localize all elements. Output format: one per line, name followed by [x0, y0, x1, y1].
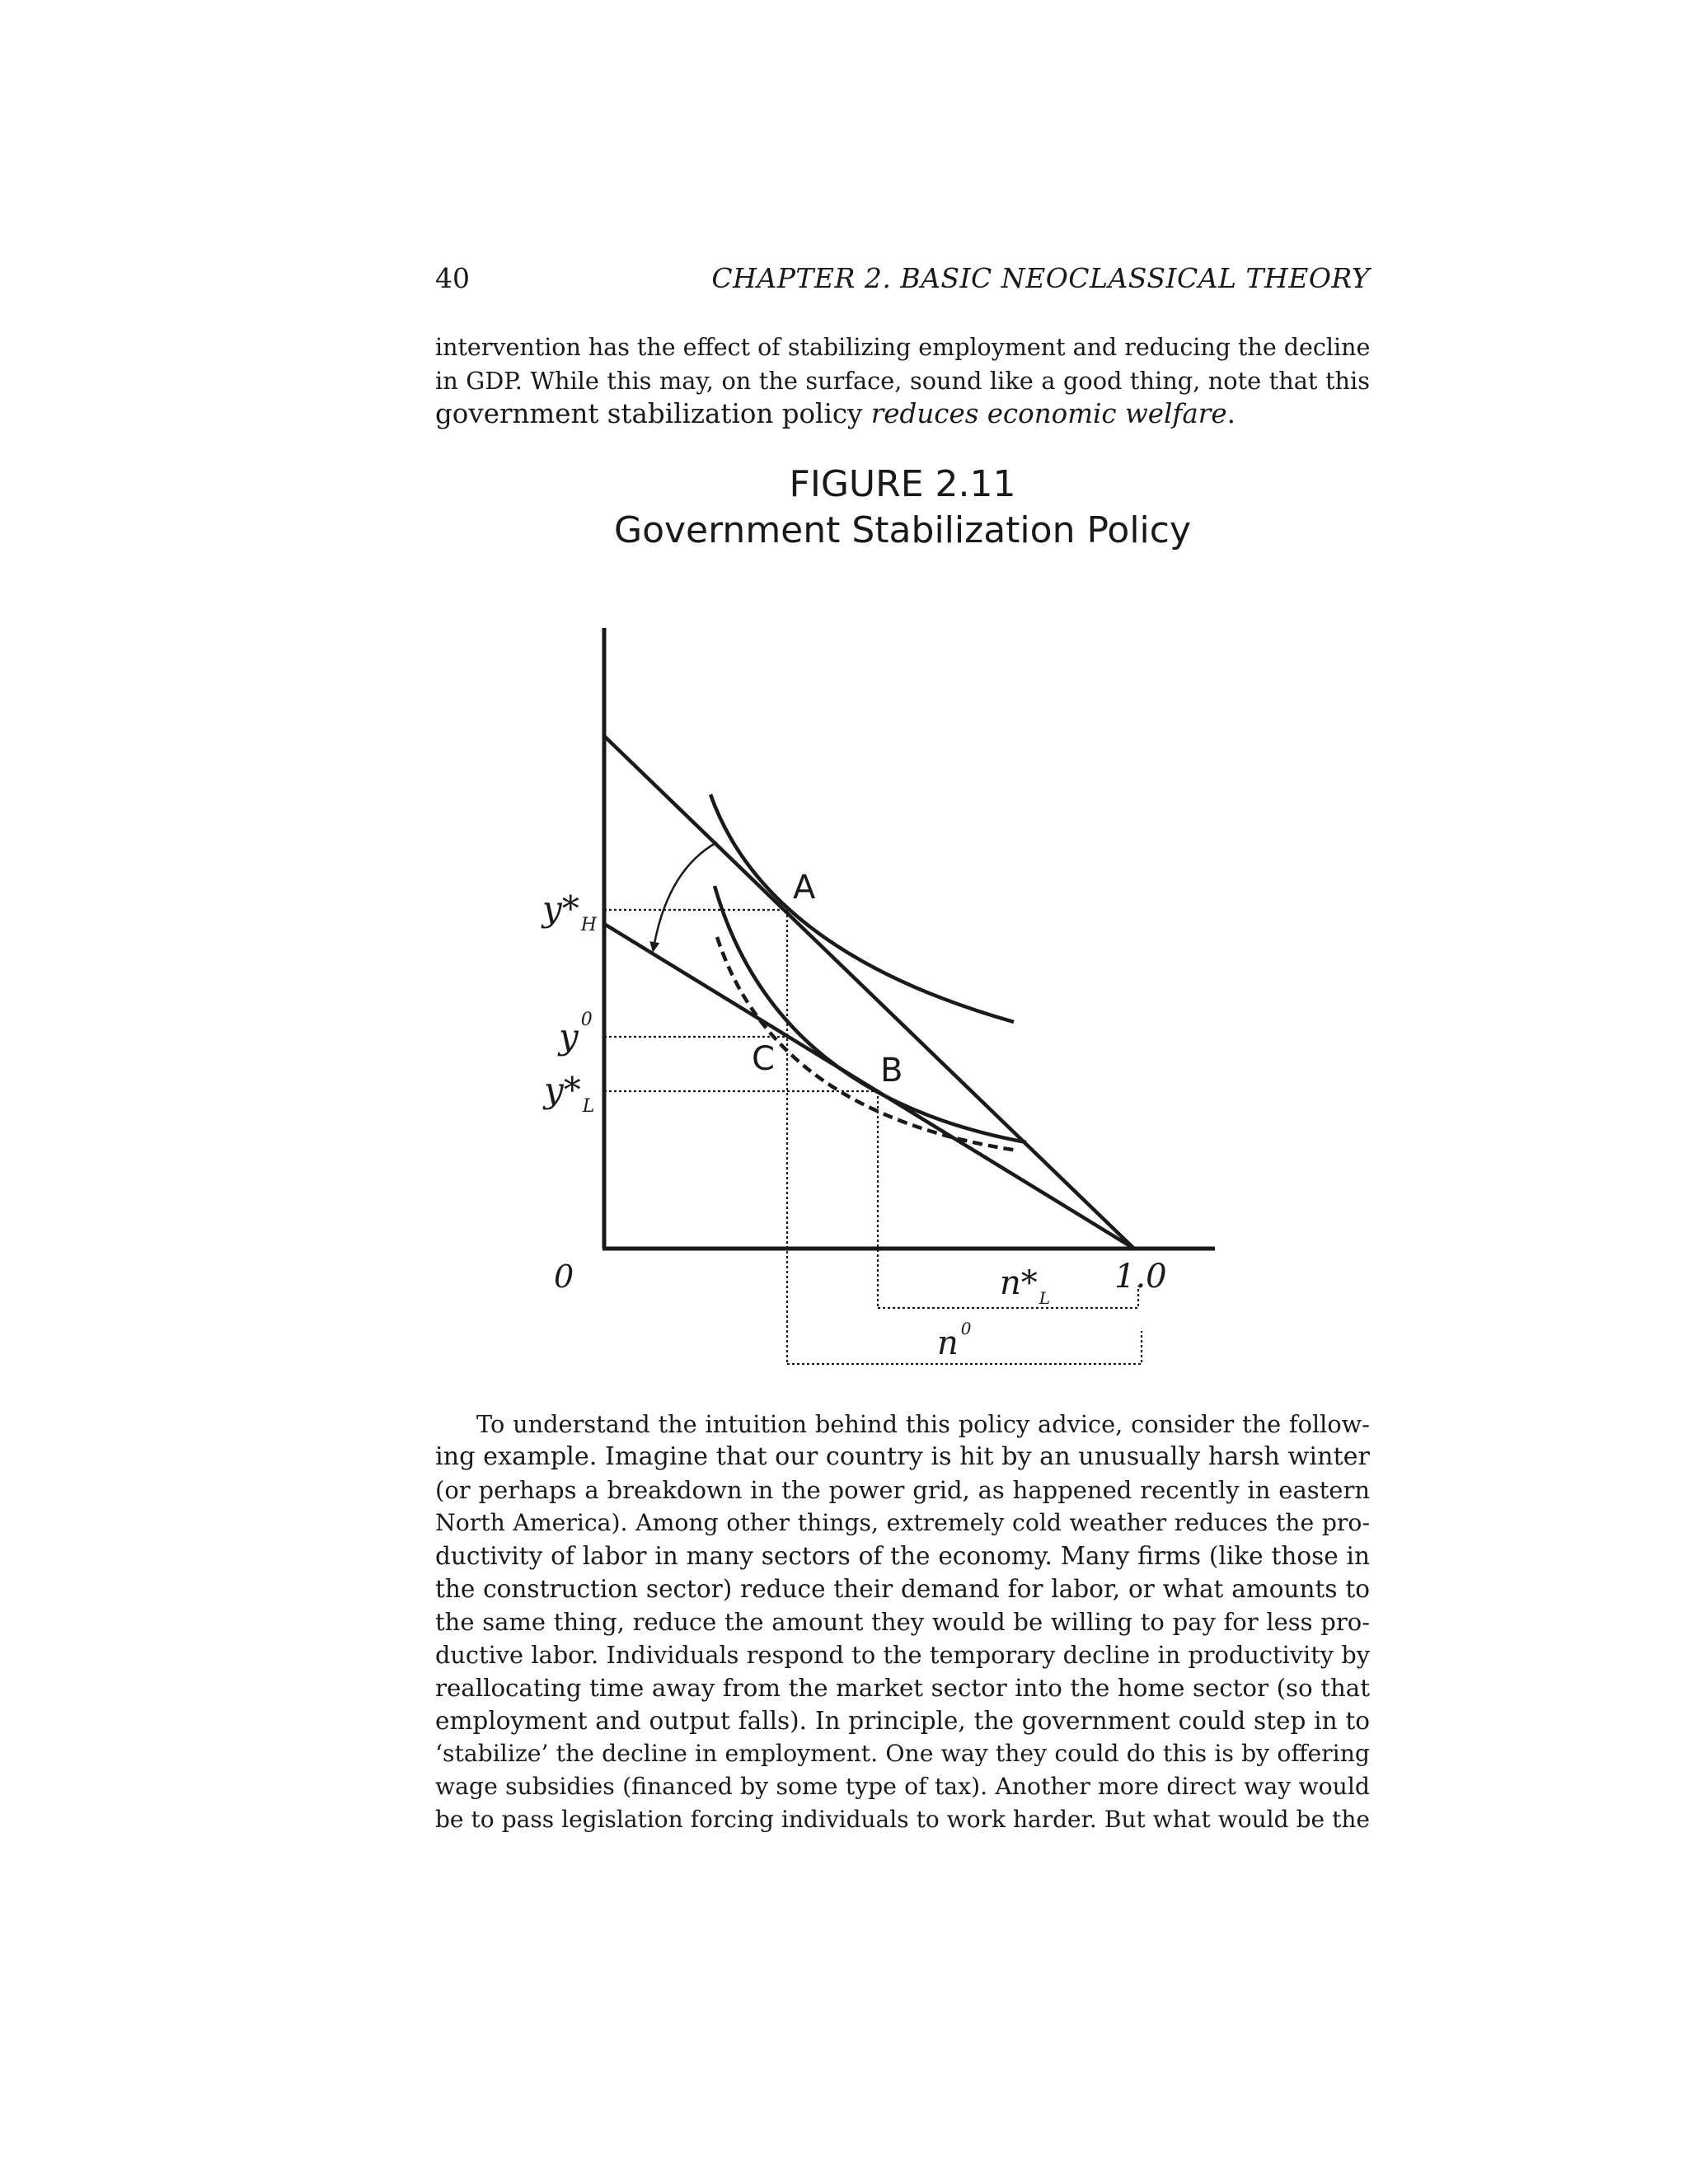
paragraph-line: in GDP. While this may, on the surface, sound like a good thing, note that this: [435, 367, 1370, 395]
label-main: y*: [544, 1070, 581, 1110]
label-subscript: L: [582, 1096, 595, 1117]
budget-lines: [604, 736, 1134, 1249]
guide-lines: [604, 910, 1142, 1364]
paragraph-line: North America). Among other things, extremely cold weather reduces the pro-: [435, 1509, 1370, 1536]
paragraph-line: the construction sector) reduce their demand for labor, or what amounts to: [435, 1575, 1370, 1603]
paragraph-line: ductive labor. Individuals respond to the temporary decline in productivity by: [435, 1641, 1370, 1669]
point-c-label: C: [752, 1040, 775, 1078]
point-a-label: A: [793, 869, 816, 907]
label-subscript: H: [580, 915, 597, 935]
origin-label: 0: [554, 1258, 574, 1295]
text-run: .: [1226, 398, 1236, 429]
figure-number: FIGURE 2.11: [789, 463, 1016, 505]
y-low-label: [542, 1070, 594, 1117]
page-number: 40: [435, 262, 470, 294]
high-productivity-budget-line: [604, 736, 1134, 1249]
point-b-label: B: [880, 1052, 903, 1090]
label-main: n*: [1000, 1264, 1038, 1302]
paragraph-line: ‘stabilize’ the decline in employment. One way they could do this is by offering: [435, 1740, 1370, 1767]
label-superscript: 0: [960, 1319, 972, 1338]
paragraph-line: (or perhaps a breakdown in the power grid, as happened recently in eastern: [435, 1476, 1370, 1504]
y-zero-label: [557, 1010, 593, 1057]
paragraph-line: wage subsidies (financed by some type of tax). Another more direct way would: [435, 1773, 1370, 1800]
paragraph-line: intervention has the effect of stabilizing employment and reducing the decline: [435, 334, 1371, 361]
label-main: n: [937, 1324, 959, 1362]
label-main: y*: [542, 888, 579, 929]
paragraph-line: the same thing, reduce the amount they would be willing to pay for less pro-: [435, 1608, 1370, 1636]
paragraph-line: reallocating time away from the market sector into the home sector (so that: [435, 1674, 1370, 1702]
running-head: CHAPTER 2. BASIC NEOCLASSICAL THEORY: [711, 262, 1370, 294]
paragraph-line: ing example. Imagine that our country is hit by an unusually harsh winter: [435, 1442, 1371, 1471]
indifference-curve-low: [715, 886, 1026, 1142]
rotation-arrow: [654, 842, 717, 948]
n-low-label: [1000, 1264, 1050, 1308]
n-zero-label: [937, 1319, 972, 1362]
paragraph-line: To understand the intuition behind this policy advice, consider the follow-: [476, 1410, 1370, 1438]
paragraph-line: ductivity of labor in many sectors of the economy. Many firms (like those in: [435, 1542, 1370, 1570]
axes: [603, 628, 1215, 1249]
text-run: government stabilization policy: [435, 398, 871, 429]
label-superscript: 0: [580, 1010, 593, 1030]
paragraph-line: employment and output falls). In principle, the government could step in to: [435, 1707, 1370, 1735]
paragraph-line: be to pass legislation forcing individuals to work harder. But what would be the: [435, 1806, 1370, 1833]
emphasis-text: reduces economic welfare: [870, 398, 1227, 429]
paragraph-bottom: [435, 1408, 1370, 1836]
y-high-label: [541, 888, 598, 935]
x-max-label: 1.0: [1114, 1258, 1167, 1296]
label-subscript: L: [1039, 1288, 1051, 1308]
figure-title: Government Stabilization Policy: [613, 509, 1192, 551]
label-main: y: [559, 1016, 579, 1057]
